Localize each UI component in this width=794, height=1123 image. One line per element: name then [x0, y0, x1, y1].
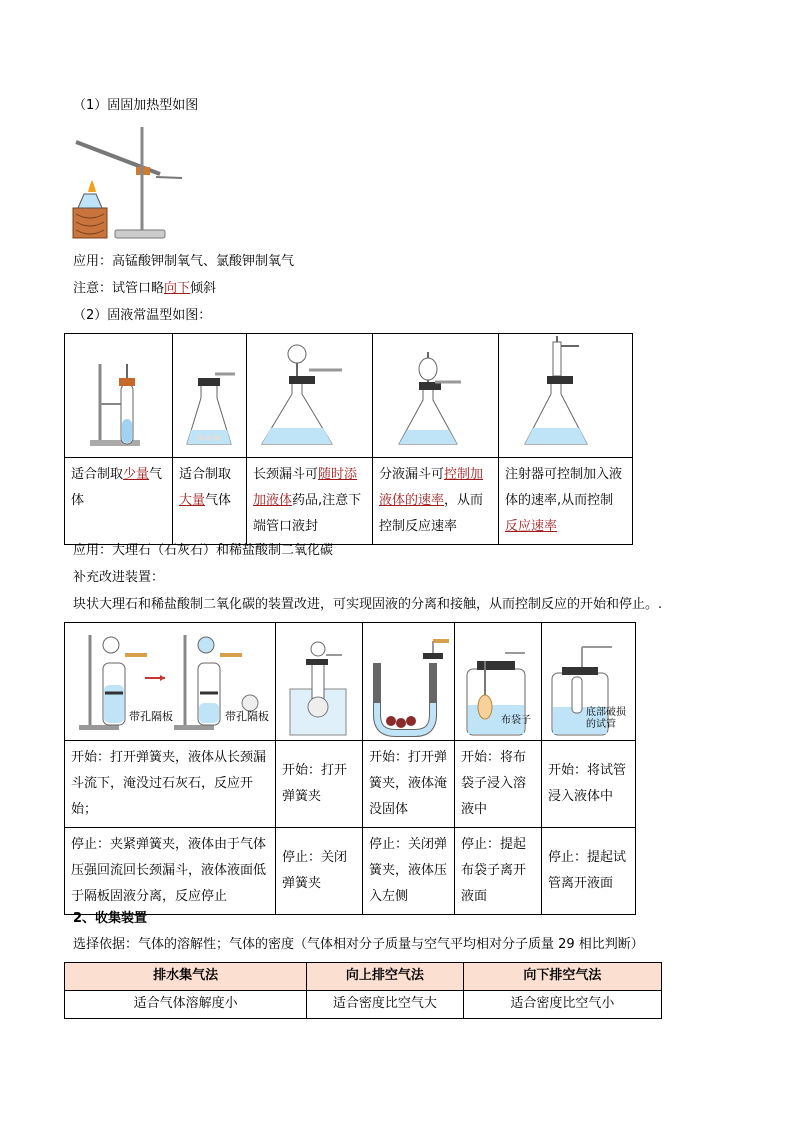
section-2-title: （2）固液常温型如图：	[73, 308, 212, 323]
section-2-application: 应用：大理石（石灰石）和稀盐酸制二氧化碳	[73, 543, 334, 558]
table1-cell-1: 适合制取少量气体	[65, 458, 173, 545]
improved-apparatus-table	[64, 622, 636, 915]
beaker-apparatus-image	[276, 623, 363, 741]
start-cell-5: 开始：将试管浸入液体中	[542, 741, 636, 828]
collection-method-table	[64, 962, 662, 1019]
perforated-plate-label-a: 带孔隔板	[129, 710, 173, 723]
stop-cell-3: 停止：关闭弹簧夹，液体压入左侧	[363, 828, 455, 915]
header-upward-air: 向上排空气法	[307, 963, 463, 991]
header-downward-air: 向下排空气法	[463, 963, 661, 991]
conical-flask-image	[173, 334, 247, 458]
section-3-title: 2、收集装置	[73, 911, 148, 926]
u-tube-apparatus-image	[363, 623, 455, 741]
section-1-note: 注意：试管口略向下倾斜	[73, 281, 217, 296]
row-downward-air: 适合密度比空气小	[463, 991, 661, 1019]
long-neck-funnel-flask-image	[247, 334, 373, 458]
cloth-bag-label: 布袋子	[501, 715, 531, 726]
header-water-displacement: 排水集气法	[65, 963, 307, 991]
section-3-basis: 选择依据：气体的溶解性；气体的密度（气体相对分子质量与空气平均相对分子质量 29 相比判断）	[73, 937, 644, 952]
table1-cell-3: 长颈漏斗可随时添加液体药品,注意下端管口液封	[247, 458, 373, 545]
solid-heating-apparatus-figure	[70, 122, 190, 242]
section-1-application: 应用：高锰酸钾制氧气、氯酸钾制氧气	[73, 254, 295, 269]
syringe-flask-image	[499, 334, 633, 458]
start-cell-1: 开始：打开弹簧夹，液体从长颈漏斗流下，淹没过石灰石，反应开始；	[65, 741, 276, 828]
row-upward-air: 适合密度比空气大	[307, 991, 463, 1019]
row-water-displacement: 适合气体溶解度小	[65, 991, 307, 1019]
stop-cell-5: 停止：提起试管离开液面	[542, 828, 636, 915]
stop-cell-1: 停止：夹紧弹簧夹，液体由于气体压强回流回长颈漏斗，液体液面低于隔板固液分离，反应停止	[65, 828, 276, 915]
start-cell-3: 开始：打开弹簧夹，液体淹没固体	[363, 741, 455, 828]
start-cell-4: 开始：将布袋子浸入溶液中	[455, 741, 542, 828]
test-tube-apparatus-image	[65, 334, 173, 458]
cloth-bag-apparatus-image	[455, 623, 542, 741]
broken-tube-apparatus-image	[542, 623, 636, 741]
perforated-plate-apparatus-image	[65, 623, 276, 741]
perforated-plate-label-b: 带孔隔板	[225, 710, 269, 723]
broken-tube-label: 底部破损的试管	[586, 707, 626, 730]
start-cell-2: 开始：打开弹簧夹	[276, 741, 363, 828]
table1-cell-4: 分液漏斗可控制加液体的速率，从而控制反应速率	[373, 458, 499, 545]
table1-cell-2: 适合制取大量气体	[173, 458, 247, 545]
section-2-supplement: 补充改进装置：	[73, 570, 165, 585]
stop-cell-2: 停止：关闭弹簧夹	[276, 828, 363, 915]
section-2-description: 块状大理石和稀盐酸制二氧化碳的装置改进，可实现固液的分离和接触，从而控制反应的开始和停止。.	[73, 597, 663, 612]
separating-funnel-flask-image	[373, 334, 499, 458]
stop-cell-4: 停止：提起布袋子离开液面	[455, 828, 542, 915]
table1-cell-5: 注射器可控制加入液体的速率,从而控制反应速率	[499, 458, 633, 545]
solid-liquid-apparatus-table	[64, 333, 633, 545]
section-1-title: （1）固固加热型如图	[73, 98, 199, 113]
